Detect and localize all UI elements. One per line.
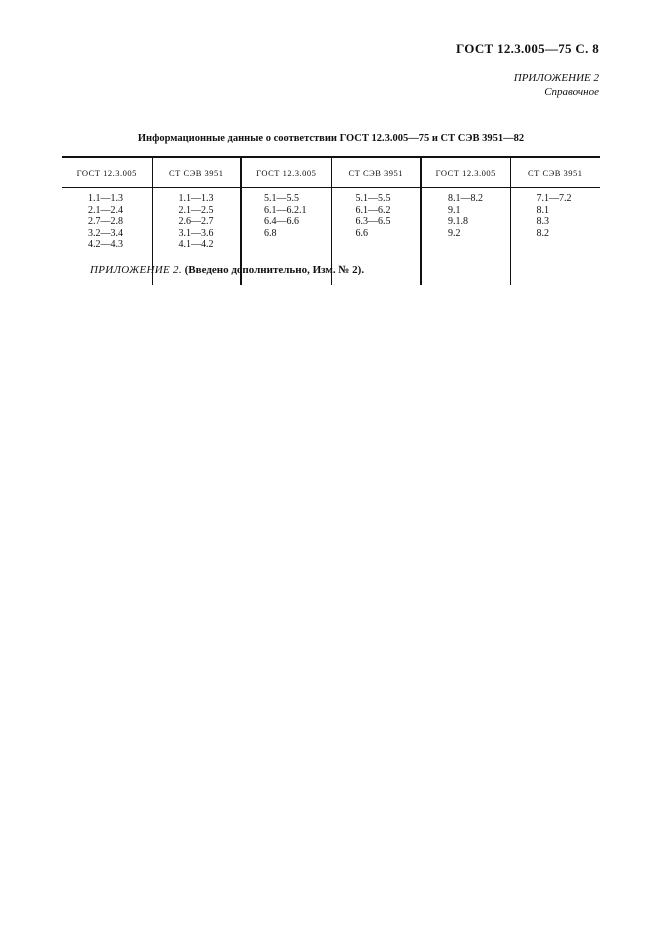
header-st-sev-3: СТ СЭВ 3951 [510, 157, 600, 188]
table-cell: 9.1.8 [448, 216, 468, 227]
amendment-note [90, 264, 364, 276]
appendix-block [514, 71, 599, 99]
header-st-sev-2: СТ СЭВ 3951 [331, 157, 421, 188]
column-st-sev-3 [510, 188, 600, 286]
table-cell: 4.2—4.3 [88, 239, 123, 250]
header-st-sev-1: СТ СЭВ 3951 [152, 157, 241, 188]
table-cell: 6.1—6.2 [355, 204, 391, 216]
table-cell: 3.2—3.4 [88, 227, 123, 239]
table-cell: 3.1—3.6 [178, 227, 214, 239]
header-gost-1: ГОСТ 12.3.005 [62, 157, 152, 188]
table-cell: 1.1—1.3 [178, 193, 214, 204]
amendment-note-text: (Введено дополнительно, Изм. № 2). [184, 264, 365, 276]
table-cell: 2.6—2.7 [178, 216, 214, 227]
page-header-reference: ГОСТ 12.3.005—75 С. 8 [456, 41, 599, 56]
column-gost-3 [421, 188, 510, 286]
table-cell: 6.1—6.2.1 [264, 204, 307, 216]
table-cell: 6.4—6.6 [264, 216, 299, 227]
table-cell: 4.1—4.2 [178, 239, 214, 250]
table-cell: 9.2 [448, 227, 461, 239]
table-cell: 9.1 [448, 204, 461, 216]
table-cell: 7.1—7.2 [536, 193, 572, 204]
appendix-title: ПРИЛОЖЕНИЕ 2 [513, 72, 599, 84]
table-cell: 2.7—2.8 [88, 216, 123, 227]
table-cell: 2.1—2.4 [88, 204, 123, 216]
table-cell: 8.2 [536, 227, 549, 239]
table-cell: 5.1—5.5 [355, 193, 391, 204]
table-cell: 6.8 [264, 227, 277, 239]
table-cell: 8.3 [536, 216, 549, 227]
table-cell: 1.1—1.3 [88, 193, 123, 204]
table-title: Информационные данные о соответствии ГОСТ 12.3.005—75 и СТ СЭВ 3951—82 [137, 133, 525, 144]
table-cell: 8.1 [536, 204, 549, 216]
table-cell: 6.3—6.5 [355, 216, 391, 227]
header-gost-3: ГОСТ 12.3.005 [421, 157, 510, 188]
table-header-row [62, 157, 600, 188]
table-cell: 8.1—8.2 [448, 193, 483, 204]
table-cell: 5.1—5.5 [264, 193, 299, 204]
table-cell: 6.6 [355, 227, 368, 239]
amendment-note-label: ПРИЛОЖЕНИЕ 2. [90, 264, 182, 276]
table-cell: 2.1—2.5 [178, 204, 214, 216]
appendix-type: Справочное [544, 86, 599, 98]
header-gost-2: ГОСТ 12.3.005 [241, 157, 331, 188]
